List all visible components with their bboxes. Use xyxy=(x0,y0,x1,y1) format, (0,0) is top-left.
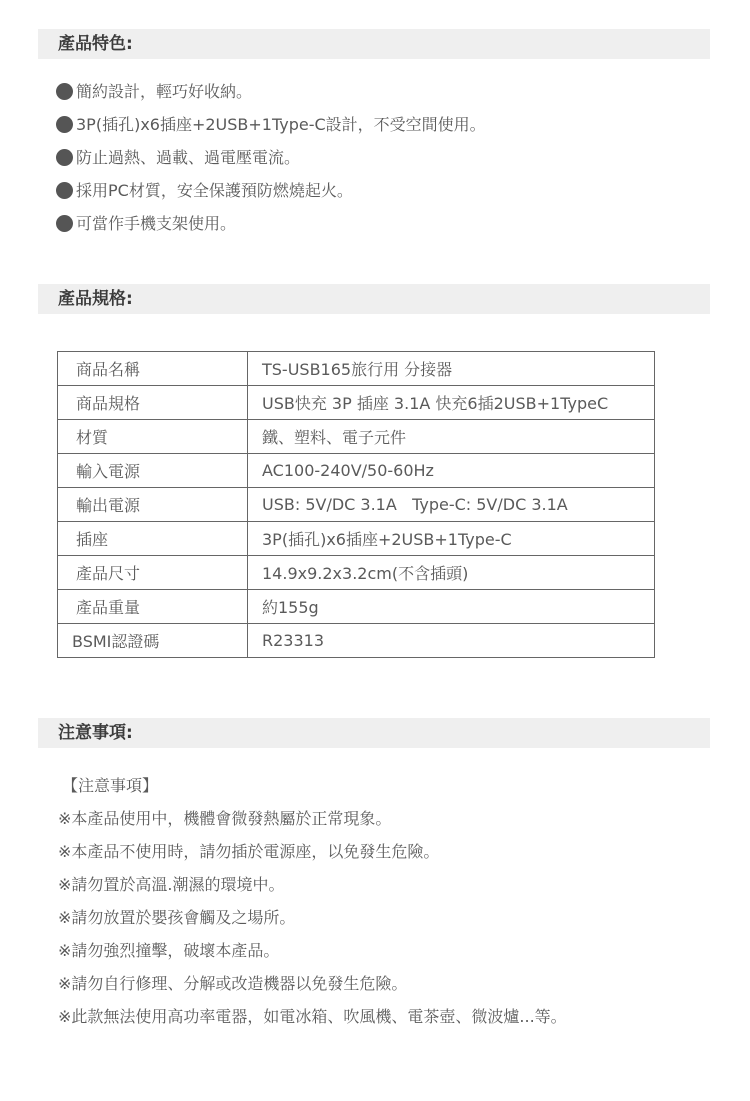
notes-list xyxy=(58,771,567,1035)
feature-text: 採用PC材質，安全保護預防燃燒起火。 xyxy=(76,181,353,200)
bullet-icon xyxy=(56,116,73,133)
bullet-icon xyxy=(56,149,73,166)
note-item: ※請勿放置於嬰孩會觸及之場所。 xyxy=(58,908,296,927)
spec-key: 商品規格 xyxy=(58,386,248,420)
spec-table xyxy=(57,351,655,658)
table-row xyxy=(58,386,655,420)
spec-value: 鐵、塑料、電子元件 xyxy=(248,420,655,454)
feature-item xyxy=(56,177,486,210)
spec-key: 產品重量 xyxy=(58,590,248,624)
spec-key: 商品名稱 xyxy=(58,352,248,386)
spec-key: 產品尺寸 xyxy=(58,556,248,590)
spec-value: 約155g xyxy=(248,590,655,624)
table-row xyxy=(58,556,655,590)
table-row xyxy=(58,352,655,386)
spec-value: R23313 xyxy=(248,624,655,658)
bullet-icon xyxy=(56,215,73,232)
feature-text: 簡約設計，輕巧好收納。 xyxy=(76,82,253,101)
feature-text: 可當作手機支架使用。 xyxy=(76,214,237,233)
feature-text: 防止過熱、過載、過電壓電流。 xyxy=(76,148,301,167)
features-heading: 產品特色: xyxy=(38,29,710,59)
spec-key: 輸出電源 xyxy=(58,488,248,522)
spec-value: USB: 5V/DC 3.1A Type-C: 5V/DC 3.1A xyxy=(248,488,655,522)
spec-key: BSMI認證碼 xyxy=(58,624,248,658)
notes-heading: 注意事項: xyxy=(38,718,710,748)
spec-key: 材質 xyxy=(58,420,248,454)
spec-value: AC100-240V/50-60Hz xyxy=(248,454,655,488)
note-item: ※請勿強烈撞擊，破壞本產品。 xyxy=(58,941,280,960)
table-row xyxy=(58,522,655,556)
note-item: ※請勿置於高溫.潮濕的環境中。 xyxy=(58,875,285,894)
specs-heading: 產品規格: xyxy=(38,284,710,314)
note-item: ※請勿自行修理、分解或改造機器以免發生危險。 xyxy=(58,974,408,993)
spec-key: 輸入電源 xyxy=(58,454,248,488)
feature-text: 3P(插孔)x6插座+2USB+1Type-C設計，不受空間使用。 xyxy=(76,115,486,134)
bullet-icon xyxy=(56,83,73,100)
spec-value: TS-USB165旅行用 分接器 xyxy=(248,352,655,386)
feature-item xyxy=(56,210,486,243)
spec-value: 14.9x9.2x3.2cm(不含插頭) xyxy=(248,556,655,590)
table-row xyxy=(58,454,655,488)
note-item: ※本產品不使用時，請勿插於電源座，以免發生危險。 xyxy=(58,842,440,861)
spec-value: USB快充 3P 插座 3.1A 快充6插2USB+1TypeC xyxy=(248,386,655,420)
notes-subtitle: 【注意事項】 xyxy=(62,776,159,795)
spec-value: 3P(插孔)x6插座+2USB+1Type-C xyxy=(248,522,655,556)
spec-key: 插座 xyxy=(58,522,248,556)
note-item: ※本產品使用中，機體會微發熱屬於正常現象。 xyxy=(58,809,392,828)
table-row xyxy=(58,590,655,624)
feature-item xyxy=(56,111,486,144)
feature-item xyxy=(56,144,486,177)
feature-item xyxy=(56,78,486,111)
table-row xyxy=(58,624,655,658)
bullet-icon xyxy=(56,182,73,199)
features-list xyxy=(56,78,486,243)
table-row xyxy=(58,488,655,522)
table-row xyxy=(58,420,655,454)
note-item: ※此款無法使用高功率電器，如電冰箱、吹風機、電茶壺、微波爐...等。 xyxy=(58,1007,567,1026)
